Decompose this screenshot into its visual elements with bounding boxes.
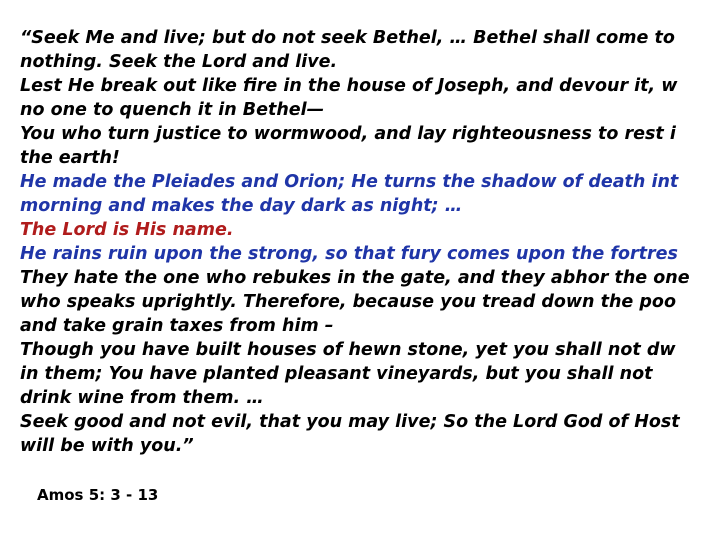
- quote-line: “Seek Me and live; but do not seek Bethel, … Bethel shall come to: [20, 28, 675, 48]
- quote-line-emphasis: The Lord is His name.: [20, 220, 234, 240]
- quote-line-highlighted: He rains ruin upon the strong, so that fury comes upon the fortres: [20, 244, 678, 264]
- quote-line: You who turn justice to wormwood, and lay righteousness to rest i: [20, 124, 676, 144]
- quote-line: and take grain taxes from him –: [20, 316, 334, 336]
- quote-line: will be with you.”: [20, 436, 194, 456]
- quote-line: in them; You have planted pleasant vineyards, but you shall not: [20, 364, 653, 384]
- scripture-citation: Amos 5: 3 - 13: [37, 486, 159, 504]
- quote-line: drink wine from them. …: [20, 388, 264, 408]
- scripture-quote: [20, 26, 720, 458]
- quote-line: no one to quench it in Bethel—: [20, 100, 325, 120]
- quote-line: nothing. Seek the Lord and live.: [20, 52, 338, 72]
- quote-line-highlighted: morning and makes the day dark as night; …: [20, 196, 463, 216]
- quote-line: They hate the one who rebukes in the gate, and they abhor the one: [20, 268, 690, 288]
- quote-line: Seek good and not evil, that you may live; So the Lord God of Host: [20, 412, 680, 432]
- quote-line: Though you have built houses of hewn stone, yet you shall not dw: [20, 340, 676, 360]
- quote-line-highlighted: He made the Pleiades and Orion; He turns the shadow of death int: [20, 172, 679, 192]
- quote-line: Lest He break out like fire in the house of Joseph, and devour it, w: [20, 76, 678, 96]
- quote-line: who speaks uprightly. Therefore, because you tread down the poo: [20, 292, 676, 312]
- quote-line: the earth!: [20, 148, 120, 168]
